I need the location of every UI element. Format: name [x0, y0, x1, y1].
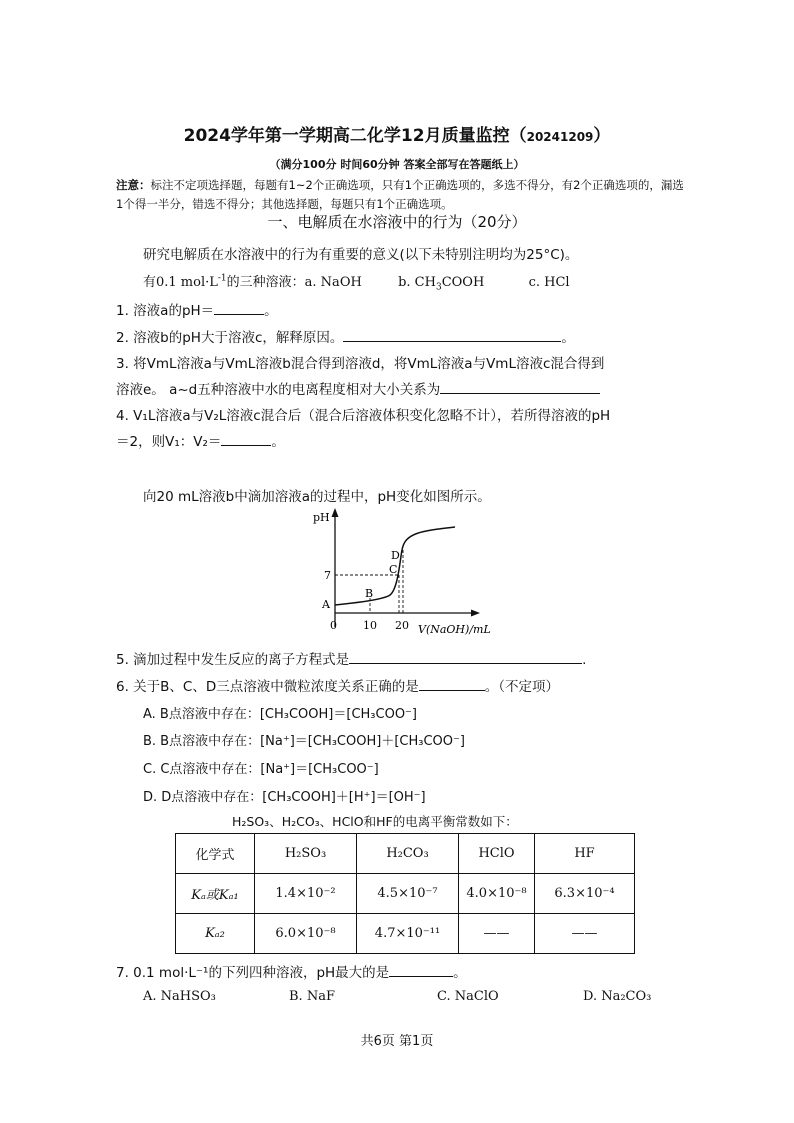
x-axis-arrow	[471, 610, 480, 617]
graph-intro: 向20 mL溶液b中滴加溶液a的过程中，pH变化如图所示。	[143, 489, 491, 505]
exam-info: （满分100分 时间60分钟 答案全部写在答题纸上）	[269, 158, 525, 171]
table-cell: 6.3×10⁻⁴	[535, 874, 635, 914]
question-3-line1: 3. 将VmL溶液a与VmL溶液b混合得到溶液d，将VmL溶液a与VmL溶液c混合得到	[116, 356, 605, 372]
question-1: 1. 溶液a的pH＝ 。	[116, 299, 278, 319]
table-row	[176, 834, 635, 874]
table-cell: 6.0×10⁻⁸	[255, 914, 357, 954]
page-footer: 共6页 第1页	[360, 1034, 434, 1049]
table-caption: H₂SO₃、H₂CO₃、HClO和HF的电离平衡常数如下：	[232, 814, 518, 829]
answer-blank	[214, 300, 264, 315]
q6-option-b: B. B点溶液中存在：[Na⁺]＝[CH₃COOH]＋[CH₃COO⁻]	[143, 734, 465, 749]
y-axis-arrow	[332, 508, 339, 517]
answer-blank	[343, 327, 561, 342]
notice: 注意：标注不定项选择题，每题有1~2个正确选项，只有1个正确选项的，多选不得分，有2个正确选项的，漏选1个得一半分，错选不得分；其他选择题，每题只有1个正确选项。	[116, 178, 684, 211]
question-3-line2: 溶液e。 a~d五种溶液中水的电离程度相对大小关系为	[116, 378, 600, 398]
q7-option-a: A. NaHSO₃	[143, 989, 216, 1004]
table-cell: ——	[535, 914, 635, 954]
table-row	[176, 914, 635, 954]
titration-curve	[310, 505, 520, 640]
point-d-label: D	[391, 549, 400, 562]
page-title: 2024学年第一学期高二化学12月质量监控（20241209）	[183, 126, 611, 146]
table-cell: 1.4×10⁻²	[255, 874, 357, 914]
point-a-label: A	[322, 598, 330, 611]
table-cell: ——	[459, 914, 535, 954]
answer-blank	[389, 962, 453, 977]
q7-option-b: B. NaF	[289, 989, 335, 1004]
question-2: 2. 溶液b的pH大于溶液c，解释原因。 。	[116, 326, 575, 346]
question-4-line1: 4. V₁L溶液a与V₂L溶液c混合后（混合后溶液体积变化忽略不计），若所得溶液的pH	[116, 408, 611, 424]
q6-option-c: C. C点溶液中存在：[Na⁺]＝[CH₃COO⁻]	[143, 762, 379, 777]
answer-blank	[221, 431, 271, 446]
question-7: 7. 0.1 mol·L⁻¹的下列四种溶液，pH最大的是 。	[116, 961, 467, 981]
answer-blank	[349, 649, 582, 664]
x-axis-label: V(NaOH)/mL	[418, 623, 491, 636]
y-tick-7: 7	[324, 569, 331, 582]
table-row-label: Kₐ₂	[176, 914, 255, 954]
ionization-constants-table	[175, 833, 635, 954]
point-c-label: C	[389, 563, 398, 576]
table-header-cell: H₂CO₃	[357, 834, 459, 874]
q7-option-c: C. NaClO	[437, 989, 499, 1004]
x-tick-10: 10	[363, 619, 377, 632]
question-5: 5. 滴加过程中发生反应的离子方程式是 .	[116, 648, 586, 668]
table-header-cell: HF	[535, 834, 635, 874]
origin-label: 0	[330, 619, 337, 632]
q6-option-a: A. B点溶液中存在：[CH₃COOH]＝[CH₃COO⁻]	[143, 707, 417, 722]
q6-option-d: D. D点溶液中存在：[CH₃COOH]＋[H⁺]＝[OH⁻]	[143, 790, 426, 805]
table-cell: 4.7×10⁻¹¹	[357, 914, 459, 954]
table-header-cell: 化学式	[176, 834, 255, 874]
y-axis-label: pH	[313, 511, 330, 524]
question-4-line2: ＝2，则V₁：V₂＝ 。	[116, 430, 285, 450]
table-header-cell: H₂SO₃	[255, 834, 357, 874]
table-cell: 4.0×10⁻⁸	[459, 874, 535, 914]
table-row	[176, 874, 635, 914]
table-row-label: Kₐ或Kₐ₁	[176, 874, 255, 914]
solutions-list: 有0.1 $mol\cdot L^{-1}$的三种溶液：a. NaOH b. $CH_3COOH$ c. HCl	[143, 273, 570, 293]
table-header-cell: HClO	[459, 834, 535, 874]
question-6: 6. 关于B、C、D三点溶液中微粒浓度关系正确的是 。（不定项）	[116, 675, 559, 695]
table-cell: 4.5×10⁻⁷	[357, 874, 459, 914]
intro-text: 研究电解质在水溶液中的行为有重要的意义(以下未特别注明均为25°C)。	[143, 247, 579, 263]
q7-option-d: D. Na₂CO₃	[583, 989, 652, 1004]
section-heading: 一、电解质在水溶液中的行为（20分）	[267, 213, 527, 231]
x-tick-20: 20	[395, 619, 409, 632]
point-b-label: B	[365, 587, 374, 600]
answer-blank	[440, 379, 600, 394]
answer-blank	[419, 676, 485, 691]
